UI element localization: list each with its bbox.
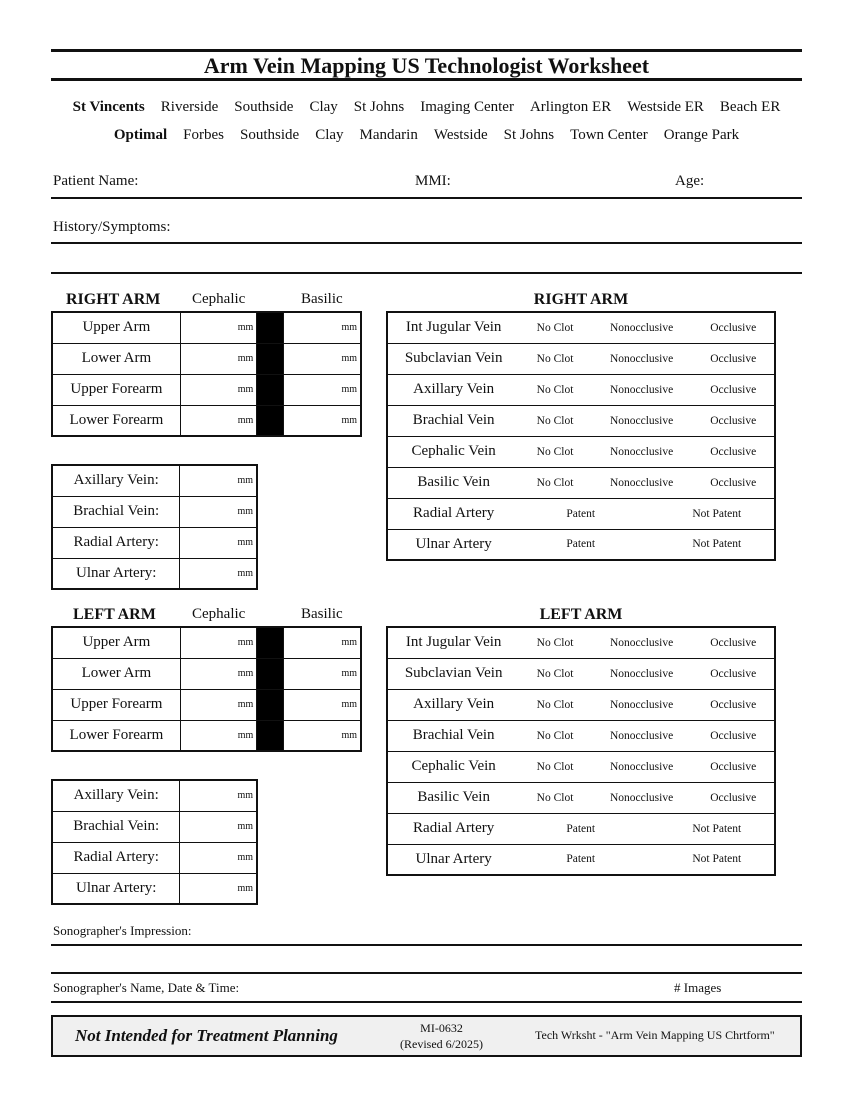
- location-site: Imaging Center: [420, 99, 514, 115]
- no-clot-option[interactable]: No Clot: [519, 436, 590, 467]
- location-site: Southside: [234, 99, 294, 115]
- vessel-mm-field[interactable]: mm: [180, 780, 257, 811]
- occlusive-option[interactable]: Occlusive: [692, 689, 775, 720]
- segment-label: Upper Forearm: [52, 689, 180, 720]
- table-row: [52, 527, 257, 558]
- basilic-mm-field[interactable]: mm: [284, 658, 362, 689]
- table-row: [52, 465, 257, 496]
- no-clot-option[interactable]: No Clot: [519, 405, 590, 436]
- cephalic-mm-field[interactable]: mm: [180, 720, 256, 751]
- cephalic-column-header: Cephalic: [192, 291, 246, 307]
- table-row: [52, 873, 257, 904]
- form-number: MI-0632: [420, 1021, 463, 1035]
- occlusive-option[interactable]: Occlusive: [692, 343, 775, 374]
- vessel-name: Subclavian Vein: [387, 343, 519, 374]
- basilic-mm-field[interactable]: mm: [284, 689, 362, 720]
- location-row-2: [51, 127, 802, 144]
- vessel-name: Cephalic Vein: [387, 751, 519, 782]
- vessel-label: Radial Artery:: [52, 527, 180, 558]
- table-row: [387, 498, 775, 529]
- cephalic-mm-field[interactable]: mm: [180, 627, 256, 658]
- location-site: Beach ER: [719, 99, 781, 115]
- table-row: [52, 496, 257, 527]
- disclaimer: Not Intended for Treatment Planning: [75, 1026, 338, 1045]
- vessel-name: Int Jugular Vein: [387, 627, 519, 658]
- table-row: [387, 658, 775, 689]
- nonocclusive-option[interactable]: Nonocclusive: [591, 720, 693, 751]
- location-site: Town Center: [570, 127, 648, 143]
- impression-label: Sonographer's Impression:: [53, 923, 192, 938]
- location-site: Westside ER: [627, 99, 704, 115]
- occlusive-option[interactable]: Occlusive: [692, 720, 775, 751]
- table-row: [52, 780, 257, 811]
- table-row: [52, 312, 361, 343]
- vessel-mm-field[interactable]: mm: [180, 527, 257, 558]
- form-name: Tech Wrksht - "Arm Vein Mapping US Chrtform": [535, 1028, 775, 1042]
- occlusive-option[interactable]: Occlusive: [692, 751, 775, 782]
- artery-name: Radial Artery: [387, 498, 519, 529]
- segment-label: Upper Forearm: [52, 374, 180, 405]
- no-clot-option[interactable]: No Clot: [519, 720, 590, 751]
- signature-label: Sonographer's Name, Date & Time:: [53, 980, 240, 995]
- vessel-name: Cephalic Vein: [387, 436, 519, 467]
- cephalic-mm-field[interactable]: mm: [180, 343, 256, 374]
- divider-block: [257, 374, 284, 405]
- cephalic-column-header: Cephalic: [192, 606, 246, 622]
- location-site: Mandarin: [359, 127, 418, 143]
- artery-name: Ulnar Artery: [387, 844, 519, 875]
- location-site: Clay: [315, 127, 344, 143]
- segment-label: Upper Arm: [52, 627, 180, 658]
- divider-block: [257, 720, 284, 751]
- cephalic-mm-field[interactable]: mm: [180, 374, 256, 405]
- table-row: [52, 627, 361, 658]
- table-row: [387, 529, 775, 560]
- table-row: [52, 689, 361, 720]
- table-row: [387, 844, 775, 875]
- left-status-title: LEFT ARM: [539, 606, 623, 623]
- location-group: Optimal: [113, 127, 168, 143]
- age-label: Age:: [675, 173, 705, 189]
- history-line-2[interactable]: [51, 272, 802, 274]
- no-clot-option[interactable]: No Clot: [519, 751, 590, 782]
- revision-date: (Revised 6/2025): [400, 1037, 483, 1051]
- location-site: Southside: [240, 127, 300, 143]
- segment-label: Lower Forearm: [52, 720, 180, 751]
- right-status-title: RIGHT ARM: [533, 291, 629, 308]
- table-row: [52, 658, 361, 689]
- occlusive-option[interactable]: Occlusive: [692, 782, 775, 813]
- location-site: Riverside: [160, 99, 219, 115]
- occlusive-option[interactable]: Occlusive: [692, 405, 775, 436]
- divider-block: [257, 627, 284, 658]
- divider-block: [257, 405, 284, 436]
- nonocclusive-option[interactable]: Nonocclusive: [591, 436, 693, 467]
- images-count-label: # Images: [674, 980, 722, 995]
- table-row: [387, 312, 775, 343]
- location-site: Orange Park: [663, 127, 740, 143]
- vessel-label: Radial Artery:: [52, 842, 180, 873]
- patent-option[interactable]: Patent: [519, 844, 692, 875]
- artery-name: Ulnar Artery: [387, 529, 519, 560]
- nonocclusive-option[interactable]: Nonocclusive: [591, 343, 693, 374]
- no-clot-option[interactable]: No Clot: [519, 312, 590, 343]
- nonocclusive-option[interactable]: Nonocclusive: [591, 405, 693, 436]
- history-line-1[interactable]: [51, 242, 802, 244]
- occlusive-option[interactable]: Occlusive: [692, 658, 775, 689]
- table-row: [52, 343, 361, 374]
- vessel-name: Brachial Vein: [387, 720, 519, 751]
- cephalic-mm-field[interactable]: mm: [180, 405, 256, 436]
- divider-block: [257, 689, 284, 720]
- left-arm-title: LEFT ARM: [73, 606, 156, 623]
- vessel-label: Brachial Vein:: [52, 496, 180, 527]
- history-label: History/Symptoms:: [53, 219, 171, 235]
- vessel-mm-field[interactable]: mm: [180, 873, 257, 904]
- basilic-mm-field[interactable]: mm: [284, 374, 362, 405]
- occlusive-option[interactable]: Occlusive: [692, 374, 775, 405]
- table-row: [387, 627, 775, 658]
- no-clot-option[interactable]: No Clot: [519, 689, 590, 720]
- table-row: [387, 782, 775, 813]
- location-site: Westside: [433, 127, 488, 143]
- nonocclusive-option[interactable]: Nonocclusive: [591, 467, 693, 498]
- table-row: [52, 374, 361, 405]
- vessel-label: Brachial Vein:: [52, 811, 180, 842]
- no-clot-option[interactable]: No Clot: [519, 782, 590, 813]
- table-row: [52, 558, 257, 589]
- divider-block: [257, 312, 284, 343]
- basilic-column-header: Basilic: [301, 291, 343, 307]
- no-clot-option[interactable]: No Clot: [519, 467, 590, 498]
- segment-label: Lower Arm: [52, 658, 180, 689]
- table-row: [387, 720, 775, 751]
- right-arm-vessel-table: [51, 464, 258, 590]
- nonocclusive-option[interactable]: Nonocclusive: [591, 374, 693, 405]
- table-row: [387, 405, 775, 436]
- vessel-name: Subclavian Vein: [387, 658, 519, 689]
- patent-option[interactable]: Patent: [519, 529, 692, 560]
- right-arm-measure-table: [51, 311, 362, 437]
- vessel-mm-field[interactable]: mm: [180, 842, 257, 873]
- vessel-mm-field[interactable]: mm: [180, 496, 257, 527]
- impression-line-2[interactable]: [51, 972, 802, 974]
- location-site: St Johns: [503, 127, 555, 143]
- basilic-mm-field[interactable]: mm: [284, 312, 362, 343]
- cephalic-mm-field[interactable]: mm: [180, 658, 256, 689]
- no-clot-option[interactable]: No Clot: [519, 343, 590, 374]
- nonocclusive-option[interactable]: Nonocclusive: [591, 658, 693, 689]
- table-row: [52, 720, 361, 751]
- cephalic-mm-field[interactable]: mm: [180, 312, 256, 343]
- right-status-table: [386, 311, 776, 561]
- patent-option[interactable]: Patent: [519, 498, 692, 529]
- nonocclusive-option[interactable]: Nonocclusive: [591, 312, 693, 343]
- left-status-table: [386, 626, 776, 876]
- nonocclusive-option[interactable]: Nonocclusive: [591, 751, 693, 782]
- not-patent-option[interactable]: Not Patent: [692, 844, 775, 875]
- cephalic-mm-field[interactable]: mm: [180, 689, 256, 720]
- vessel-name: Basilic Vein: [387, 467, 519, 498]
- nonocclusive-option[interactable]: Nonocclusive: [591, 627, 693, 658]
- table-row: [387, 467, 775, 498]
- table-row: [387, 436, 775, 467]
- patent-option[interactable]: Patent: [519, 813, 692, 844]
- vessel-label: Ulnar Artery:: [52, 558, 180, 589]
- nonocclusive-option[interactable]: Nonocclusive: [591, 689, 693, 720]
- table-row: [387, 689, 775, 720]
- footer-box: [51, 1015, 802, 1057]
- artery-name: Radial Artery: [387, 813, 519, 844]
- table-row: [387, 374, 775, 405]
- left-arm-vessel-table: [51, 779, 258, 905]
- vessel-mm-field[interactable]: mm: [180, 558, 257, 589]
- occlusive-option[interactable]: Occlusive: [692, 467, 775, 498]
- not-patent-option[interactable]: Not Patent: [692, 529, 775, 560]
- occlusive-option[interactable]: Occlusive: [692, 436, 775, 467]
- no-clot-option[interactable]: No Clot: [519, 627, 590, 658]
- basilic-mm-field[interactable]: mm: [284, 627, 362, 658]
- location-site: Forbes: [183, 127, 224, 143]
- vessel-mm-field[interactable]: mm: [180, 811, 257, 842]
- form-number-block: [383, 1020, 500, 1052]
- vessel-name: Int Jugular Vein: [387, 312, 519, 343]
- location-site: Arlington ER: [529, 99, 612, 115]
- signature-line[interactable]: [51, 1001, 802, 1003]
- vessel-name: Axillary Vein: [387, 374, 519, 405]
- vessel-label: Ulnar Artery:: [52, 873, 180, 904]
- location-row-1: [51, 99, 802, 116]
- table-row: [52, 811, 257, 842]
- segment-label: Upper Arm: [52, 312, 180, 343]
- occlusive-option[interactable]: Occlusive: [692, 627, 775, 658]
- nonocclusive-option[interactable]: Nonocclusive: [591, 782, 693, 813]
- basilic-mm-field[interactable]: mm: [284, 405, 362, 436]
- mmi-label: MMI:: [415, 173, 451, 189]
- divider-block: [257, 658, 284, 689]
- basilic-column-header: Basilic: [301, 606, 343, 622]
- location-group: St Vincents: [72, 99, 145, 115]
- left-arm-measure-table: [51, 626, 362, 752]
- location-site: St Johns: [353, 99, 405, 115]
- no-clot-option[interactable]: No Clot: [519, 374, 590, 405]
- vessel-mm-field[interactable]: mm: [180, 465, 257, 496]
- basilic-mm-field[interactable]: mm: [284, 343, 362, 374]
- segment-label: Lower Forearm: [52, 405, 180, 436]
- vessel-label: Axillary Vein:: [52, 465, 180, 496]
- location-site: Clay: [309, 99, 338, 115]
- patient-line[interactable]: [51, 197, 802, 199]
- table-row: [52, 405, 361, 436]
- no-clot-option[interactable]: No Clot: [519, 658, 590, 689]
- basilic-mm-field[interactable]: mm: [284, 720, 362, 751]
- table-row: [387, 343, 775, 374]
- divider-block: [257, 343, 284, 374]
- table-row: [387, 813, 775, 844]
- vessel-name: Basilic Vein: [387, 782, 519, 813]
- vessel-label: Axillary Vein:: [52, 780, 180, 811]
- patient-name-label: Patient Name:: [53, 173, 139, 189]
- not-patent-option[interactable]: Not Patent: [692, 498, 775, 529]
- not-patent-option[interactable]: Not Patent: [692, 813, 775, 844]
- table-row: [387, 751, 775, 782]
- vessel-name: Axillary Vein: [387, 689, 519, 720]
- top-rule: [51, 49, 802, 52]
- right-arm-title: RIGHT ARM: [66, 291, 161, 308]
- segment-label: Lower Arm: [52, 343, 180, 374]
- title-rule: [51, 78, 802, 81]
- impression-line[interactable]: [51, 944, 802, 946]
- vessel-name: Brachial Vein: [387, 405, 519, 436]
- table-row: [52, 842, 257, 873]
- page-title: Arm Vein Mapping US Technologist Worksheet: [203, 53, 650, 78]
- occlusive-option[interactable]: Occlusive: [692, 312, 775, 343]
